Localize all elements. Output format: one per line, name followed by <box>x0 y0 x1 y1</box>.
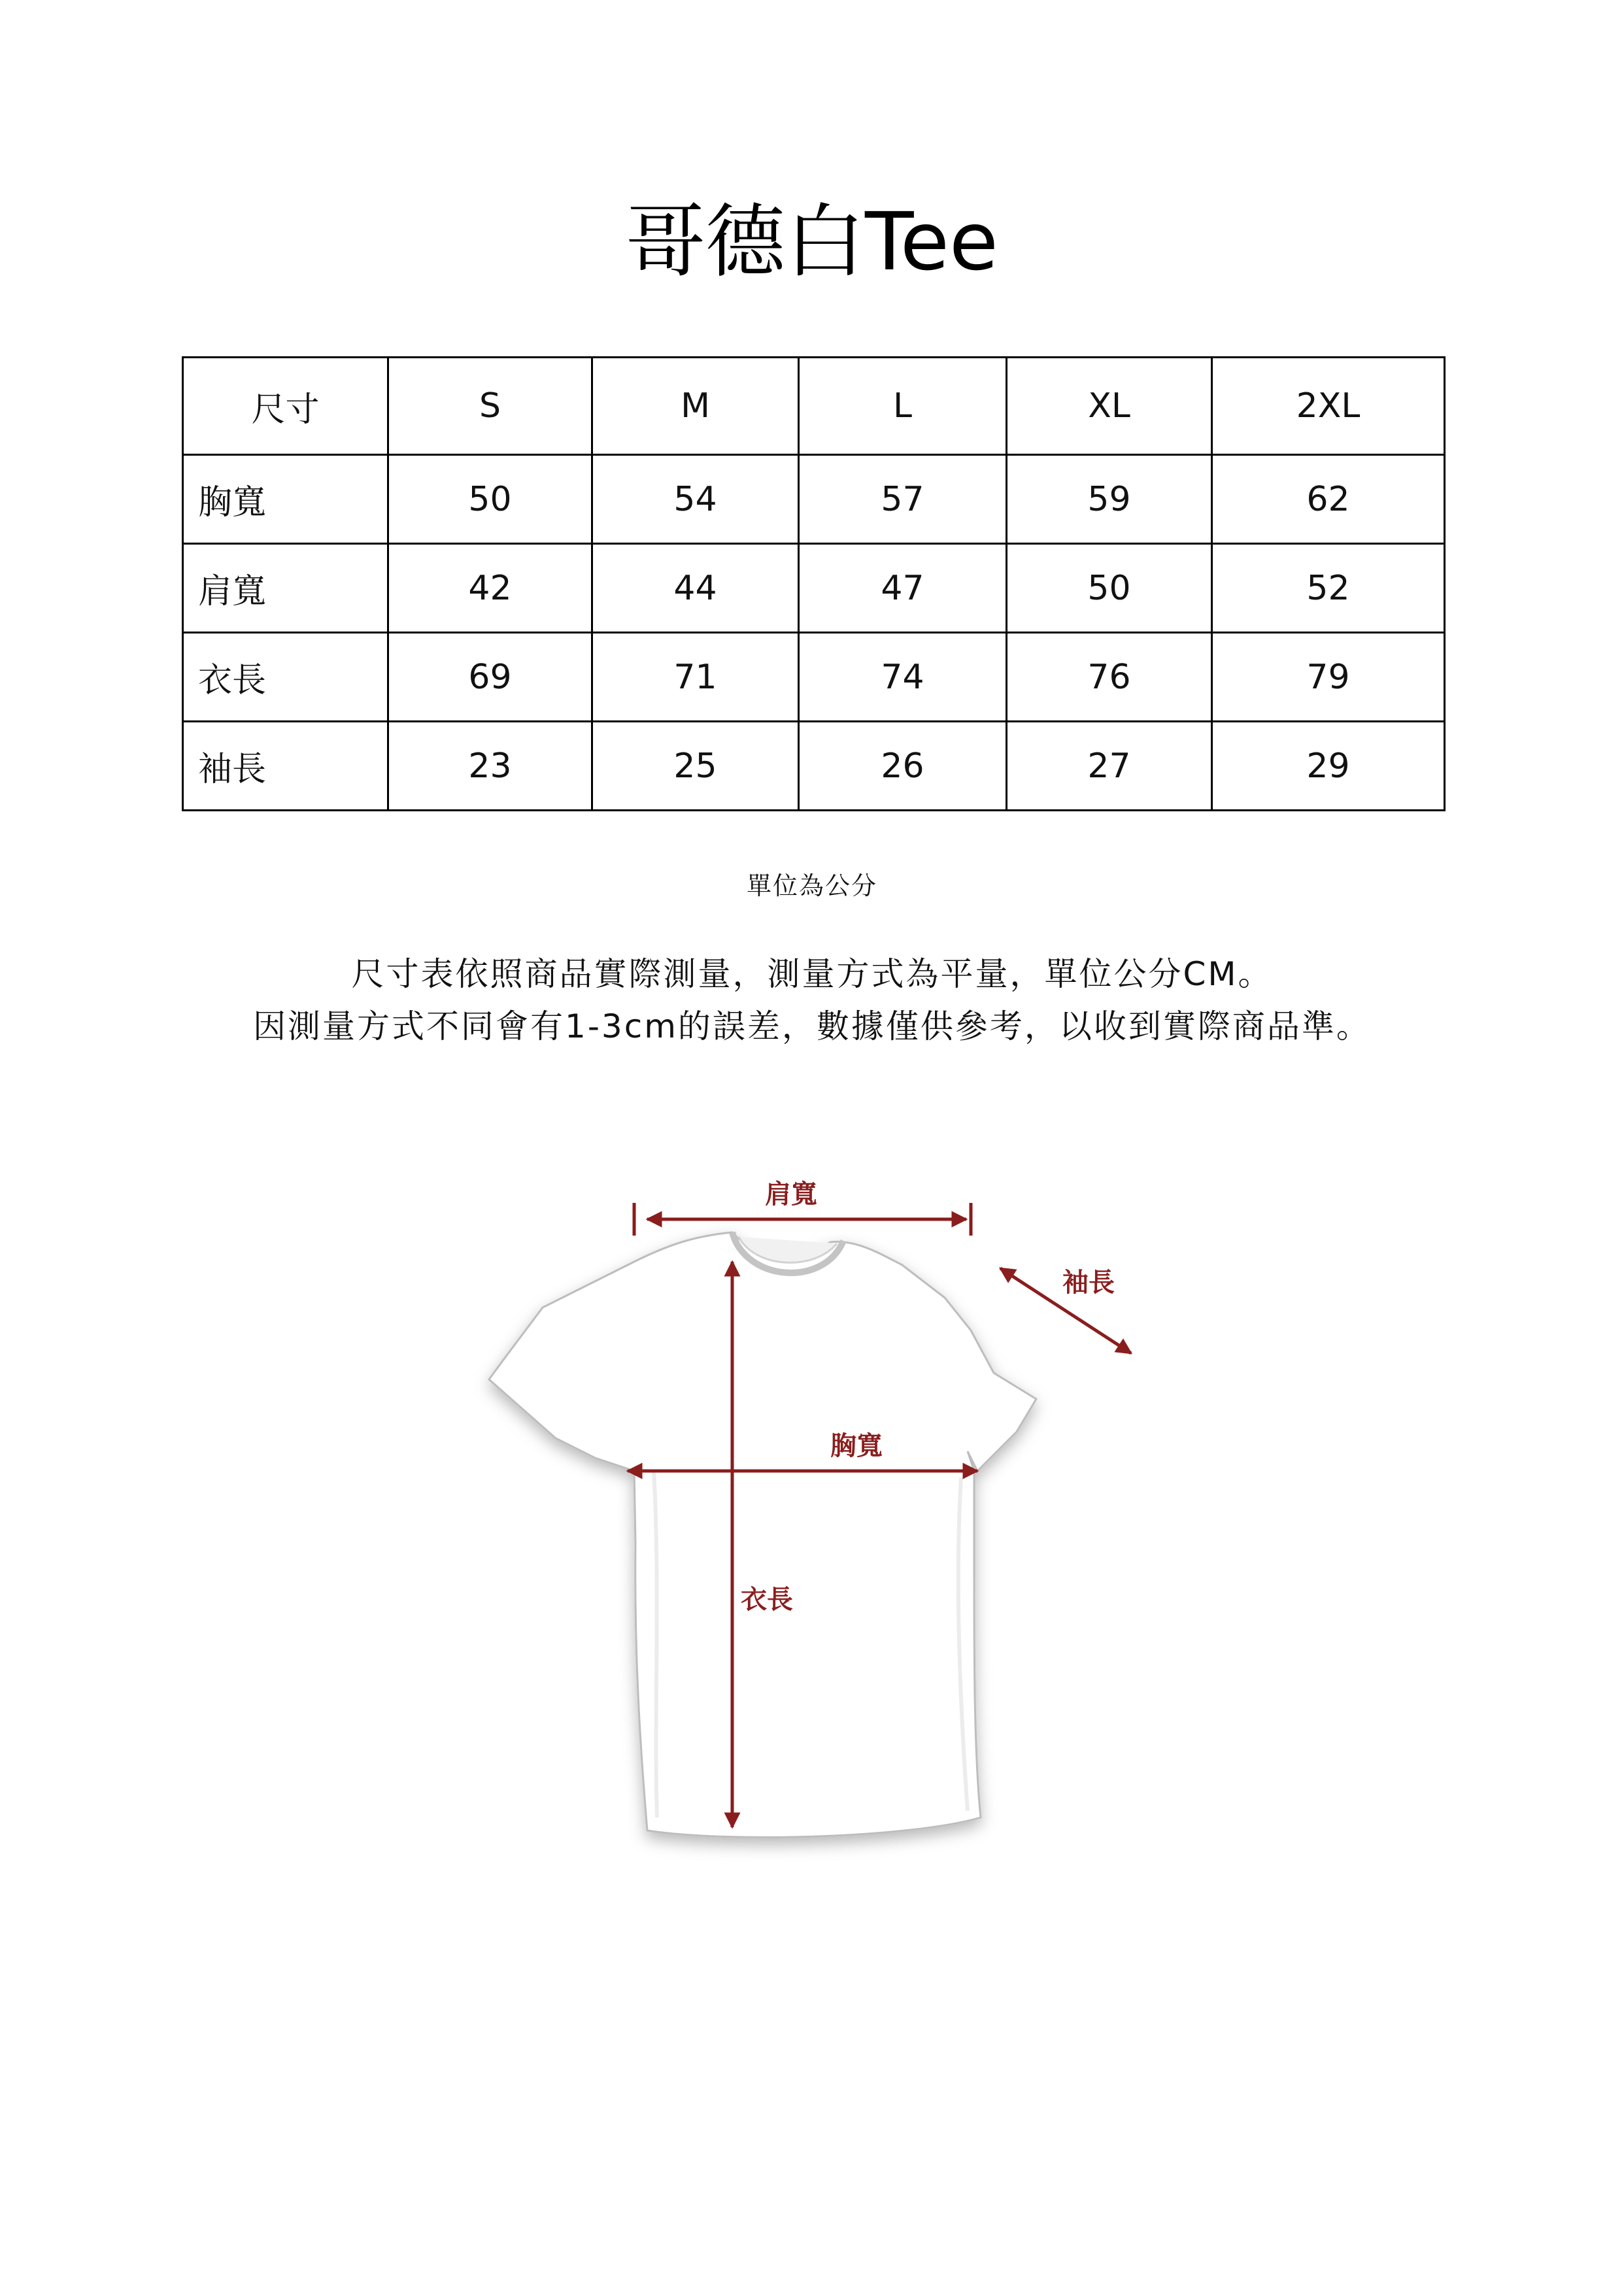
tshirt-body-shape <box>489 1232 1036 1837</box>
row-label: 肩寬 <box>183 544 388 633</box>
header-cell-size: 尺寸 <box>183 358 388 455</box>
size-table <box>182 356 1446 811</box>
table-cell: 26 <box>799 722 1007 811</box>
header-cell-l: L <box>799 358 1007 455</box>
table-cell: 79 <box>1212 633 1445 722</box>
table-cell: 54 <box>592 455 799 544</box>
unit-note: 單位為公分 <box>746 871 877 900</box>
table-cell: 23 <box>388 722 592 811</box>
table-cell: 62 <box>1212 455 1445 544</box>
header-cell-s: S <box>388 358 592 455</box>
measurement-note-2: 因測量方式不同會有1-3cm的誤差，數據僅供參考，以收到實際商品準。 <box>253 1007 1371 1045</box>
table-cell: 50 <box>388 455 592 544</box>
header-cell-m: M <box>592 358 799 455</box>
table-row-shoulder <box>183 544 1445 633</box>
row-label: 胸寬 <box>183 455 388 544</box>
row-label: 衣長 <box>183 633 388 722</box>
table-row-sleeve <box>183 722 1445 811</box>
sleeve-label: 袖長 <box>1062 1268 1115 1298</box>
table-cell: 50 <box>1007 544 1212 633</box>
measurement-note-1: 尺寸表依照商品實際測量，測量方式為平量，單位公分CM。 <box>351 955 1273 993</box>
header-cell-xl: XL <box>1007 358 1212 455</box>
page-title: 哥德白Tee <box>626 195 998 288</box>
row-label: 袖長 <box>183 722 388 811</box>
length-label: 衣長 <box>741 1585 793 1615</box>
table-cell: 47 <box>799 544 1007 633</box>
header-cell-2xl: 2XL <box>1212 358 1445 455</box>
table-cell: 44 <box>592 544 799 633</box>
table-cell: 57 <box>799 455 1007 544</box>
table-cell: 74 <box>799 633 1007 722</box>
table-cell: 25 <box>592 722 799 811</box>
tshirt-measurement-diagram <box>458 1164 1210 1896</box>
table-cell: 52 <box>1212 544 1445 633</box>
table-cell: 29 <box>1212 722 1445 811</box>
table-cell: 69 <box>388 633 592 722</box>
table-cell: 59 <box>1007 455 1212 544</box>
table-cell: 42 <box>388 544 592 633</box>
table-row-chest <box>183 455 1445 544</box>
chest-label: 胸寬 <box>830 1431 883 1461</box>
table-cell: 76 <box>1007 633 1212 722</box>
table-row-length <box>183 633 1445 722</box>
table-cell: 27 <box>1007 722 1212 811</box>
shoulder-label: 肩寬 <box>765 1179 817 1209</box>
table-cell: 71 <box>592 633 799 722</box>
table-header-row <box>183 358 1445 455</box>
